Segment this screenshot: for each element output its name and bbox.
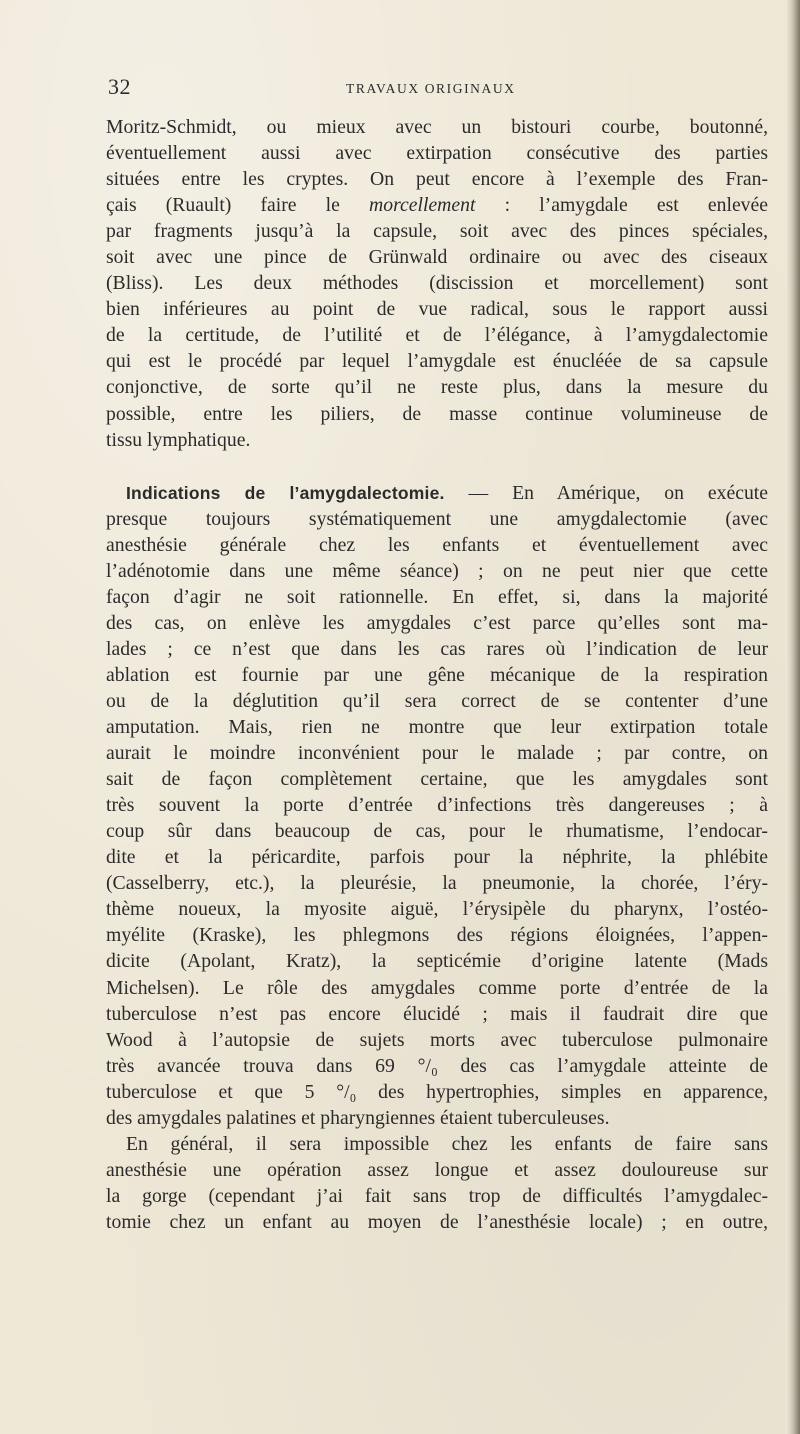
text-fragment: çais (Ruault) faire le <box>106 194 370 217</box>
text-line: sait de façon complètement certaine, que les amygdales sont <box>106 768 768 791</box>
text-line: thème noueux, la myosite aiguë, l’érysipèle du pharynx, l’ostéo- <box>106 898 768 921</box>
text-line: éventuellement aussi avec extirpation consécutive des parties <box>106 142 768 165</box>
text-line <box>106 192 768 218</box>
text-line: En général, il sera impossible chez les enfants de faire sans <box>126 1132 768 1155</box>
text-line: l’adénotomie dans une même séance) ; on ne peut nier que cette <box>106 559 768 582</box>
page-number: 32 <box>108 74 131 99</box>
page-header <box>108 74 768 104</box>
text-line: façon d’agir ne soit rationnelle. En effet, si, dans la majorité <box>106 585 768 608</box>
text-line: Moritz-Schmidt, ou mieux avec un bistouri courbe, boutonné, <box>106 116 768 138</box>
text-line: ablation est fournie par une gêne mécanique de la respiration <box>106 663 768 686</box>
text-line: tomie chez un enfant au moyen de l’anesthésie locale) ; en outre, <box>106 1210 768 1233</box>
text-line: amputation. Mais, rien ne montre que leur extirpation totale <box>106 716 768 739</box>
text-line: lades ; ce n’est que dans les cas rares où l’indication de leur <box>106 637 768 660</box>
text-line: bien inférieures au point de vue radical, sous le rapport aussi <box>106 298 768 321</box>
text-line: (Bliss). Les deux méthodes (discission et morcellement) sont <box>106 272 768 295</box>
text-line: très souvent la porte d’entrée d’infections très dangereuses ; à <box>106 794 768 817</box>
text-line <box>106 480 768 506</box>
text-line: conjonctive, de sorte qu’il ne reste plus, dans la mesure du <box>106 376 768 399</box>
italic-term: morcellement <box>369 194 476 217</box>
page-edge-shadow <box>786 0 800 1434</box>
text-line: dicite (Apolant, Kratz), la septicémie d’origine latente (Mads <box>106 950 768 973</box>
text-fragment: : l’amygdale est enlevée <box>475 194 768 217</box>
text-line: possible, entre les piliers, de masse continue volumineuse de <box>106 402 768 425</box>
text-line: Wood à l’autopsie de sujets morts avec tuberculose pulmonaire <box>106 1028 768 1051</box>
text-line: des amygdales palatines et pharyngiennes étaient tuberculeuses. <box>106 1106 610 1129</box>
text-line: la gorge (cependant j’ai fait sans trop de difficultés l’amygdalec- <box>106 1184 768 1207</box>
text-line: aurait le moindre inconvénient pour le malade ; par contre, on <box>106 742 768 765</box>
text-line: très avancée trouva dans 69 °/₀ des cas l’amygdale atteinte de <box>106 1054 768 1077</box>
text-line: des cas, on enlève les amygdales c’est parce qu’elles sont ma- <box>106 611 768 634</box>
text-line: (Casselberry, etc.), la pleurésie, la pneumonie, la chorée, l’éry- <box>106 872 768 895</box>
text-line: qui est le procédé par lequel l’amygdale est énucléée de sa capsule <box>106 350 768 373</box>
text-line: anesthésie générale chez les enfants et éventuellement avec <box>106 533 768 556</box>
running-head: TRAVAUX ORIGINAUX <box>346 81 516 96</box>
text-line: par fragments jusqu’à la capsule, soit avec des pinces spéciales, <box>106 220 768 243</box>
text-line: myélite (Kraske), les phlegmons des régions éloignées, l’appen- <box>106 924 768 947</box>
section-heading: Indications de l’amygdalectomie. <box>126 482 445 503</box>
text-line: ou de la déglutition qu’il sera correct de se contenter d’une <box>106 689 768 712</box>
text-line: coup sûr dans beaucoup de cas, pour le rhumatisme, l’endocar- <box>106 820 768 843</box>
text-line: tuberculose n’est pas encore élucidé ; mais il faudrait dire que <box>106 1002 768 1025</box>
paragraph-gap <box>106 453 768 480</box>
text-line: presque toujours systématiquement une amygdalectomie (avec <box>106 507 768 530</box>
body-text <box>106 114 768 1235</box>
text-line: Michelsen). Le rôle des amygdales comme porte d’entrée de la <box>106 976 768 999</box>
text-line: de la certitude, de l’utilité et de l’élégance, à l’amygdalectomie <box>106 324 768 347</box>
text-line: soit avec une pince de Grünwald ordinaire ou avec des ciseaux <box>106 246 768 269</box>
text-line: dite et la péricardite, parfois pour la néphrite, la phlébite <box>106 846 768 869</box>
text-line: tissu lymphatique. <box>106 428 251 451</box>
text-line: anesthésie une opération assez longue et assez douloureuse sur <box>106 1158 768 1181</box>
text-line: tuberculose et que 5 °/₀ des hypertrophies, simples en apparence, <box>106 1080 768 1103</box>
text-fragment: — En Amérique, on exécute <box>444 481 768 504</box>
text-line: situées entre les cryptes. On peut encore à l’exemple des Fran- <box>106 168 768 191</box>
